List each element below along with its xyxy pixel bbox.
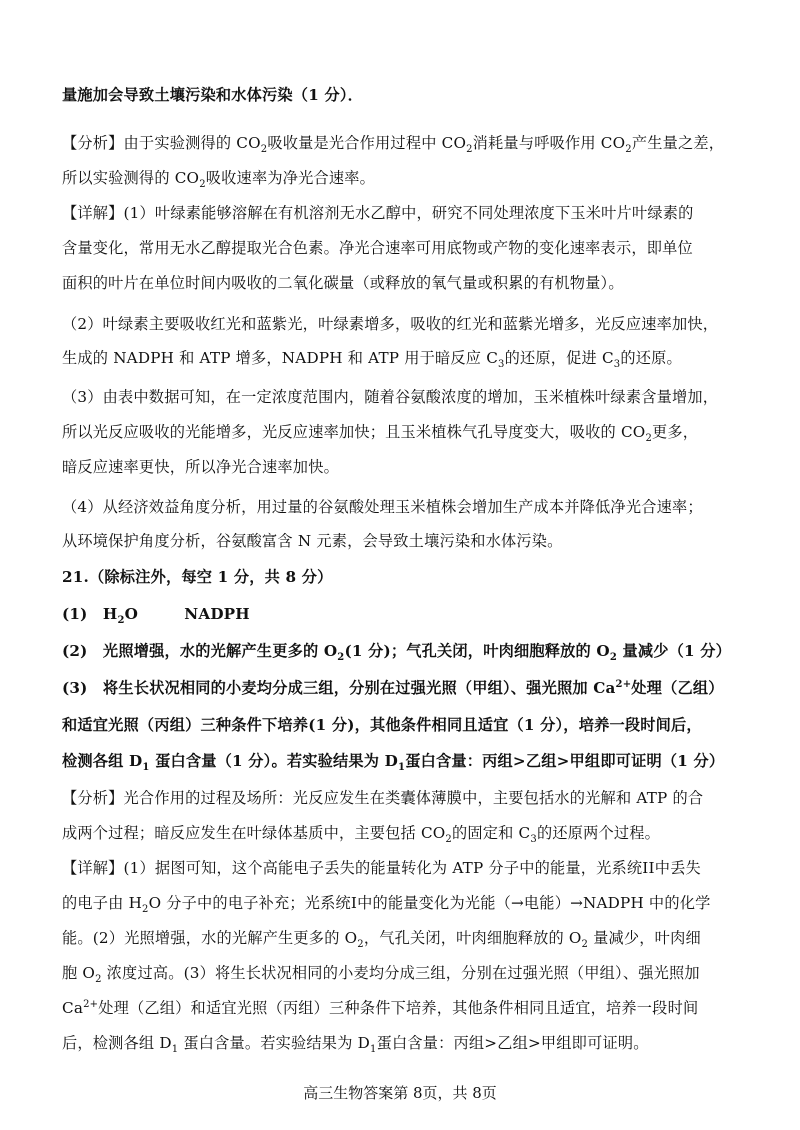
- text-line: [62, 893, 711, 916]
- text-run: 从环境保护角度分析，谷氨酸富含 N 元素，会导致土壤污染和水体污染。: [62, 532, 563, 550]
- text-run: 【详解】(1）叶绿素能够溶解在有机溶剂无水乙醇中，研究不同处理浓度下玉米叶片叶绿素的: [62, 204, 694, 222]
- text-line: [62, 963, 700, 986]
- text-run: (2) 光照增强，水的光解产生更多的 O: [62, 642, 338, 660]
- subscript: 2: [609, 652, 617, 664]
- text-run: 【分析】光合作用的过程及场所：光反应发生在类囊体薄膜中，主要包括水的光解和 ATP 的合: [62, 789, 704, 807]
- subscript: 2: [645, 433, 653, 445]
- text-line: [62, 788, 703, 808]
- text-run: 成两个过程；暗反应发生在叶绿体基质中，主要包括 CO: [62, 824, 446, 842]
- text-line: [62, 678, 724, 698]
- text-run: 消耗量与呼吸作用 CO: [472, 134, 626, 152]
- subscript: 1: [370, 1044, 377, 1056]
- text-line: [62, 531, 563, 551]
- subscript: 2: [142, 904, 149, 916]
- subscript: 2: [357, 939, 364, 951]
- text-run: 21.（除标注外，每空 1 分，共 8 分）: [62, 568, 333, 586]
- text-line: [62, 422, 699, 445]
- text-run: 的还原，促进 C: [504, 349, 614, 367]
- text-run: 量施加会导致土壤污染和水体污染（1 分）．: [62, 86, 364, 104]
- subscript: 1: [398, 762, 406, 774]
- text-line: [62, 273, 624, 293]
- text-run: 的固定和 C: [451, 824, 531, 842]
- subscript: 2: [260, 144, 268, 156]
- text-run: 的还原两个过程。: [536, 824, 661, 842]
- text-run: 所以光反应吸收的光能增多，光反应速率加快；且玉米植株气孔导度变大，吸收的 CO: [62, 423, 646, 441]
- text-run: 含量变化，常用无水乙醇提取光合色素。净光合速率可用底物或产物的变化速率表示，即单位: [62, 239, 693, 257]
- subscript: 2: [445, 834, 452, 846]
- text-line: [62, 348, 682, 371]
- superscript: 2+: [615, 678, 632, 690]
- text-run: 生成的 NADPH 和 ATP 增多，NADPH 和 ATP 用于暗反应 C: [62, 349, 499, 367]
- text-run: 产生量之差，: [631, 134, 725, 152]
- text-line: [62, 567, 333, 587]
- subscript: 2: [337, 652, 345, 664]
- text-line: [62, 497, 703, 517]
- text-run: 量减少，叶肉细: [588, 929, 701, 947]
- subscript: 2: [117, 615, 125, 627]
- text-line: [62, 203, 694, 223]
- text-line: [62, 387, 718, 407]
- text-run: O 分子中的电子补充；光系统I中的能量变化为光能（→电能）→NADPH 中的化学: [148, 894, 711, 912]
- subscript: 3: [530, 834, 537, 846]
- text-run: 吸收量是光合作用过程中 CO: [267, 134, 467, 152]
- text-run: 蛋白含量：丙组>乙组>甲组即可证明（1 分）: [405, 752, 725, 770]
- text-run: 暗反应速率更快，所以净光合速率加快。: [62, 458, 339, 476]
- superscript: 2+: [83, 998, 99, 1010]
- text-run: 更多，: [652, 423, 699, 441]
- text-line: [62, 928, 701, 951]
- text-run: 蛋白含量（1 分）。若实验结果为 D: [149, 752, 399, 770]
- text-run: 检测各组 D: [62, 752, 143, 770]
- text-run: 吸收速率为净光合速率。: [205, 169, 376, 187]
- text-line: [62, 998, 698, 1018]
- text-run: 和适宜光照（丙组）三种条件下培养(1 分)，其他条件相同且适宜（1 分），培养一段时间后，: [62, 716, 702, 734]
- subscript: 3: [613, 359, 621, 371]
- text-run: 胞 O: [62, 964, 96, 982]
- text-line: [62, 715, 702, 735]
- text-run: 【详解】(1）据图可知，这个高能电子丢失的能量转化为 ATP 分子中的能量，光系统II中丢失: [62, 859, 701, 877]
- subscript: 2: [199, 179, 206, 191]
- text-run: O NADPH: [124, 605, 250, 623]
- text-run: 后，检测各组 D: [62, 1034, 172, 1052]
- text-line: [62, 1033, 649, 1056]
- text-run: 面积的叶片在单位时间内吸收的二氧化碳量（或释放的氧气量或积累的有机物量）。: [62, 274, 624, 292]
- text-line: [62, 133, 725, 156]
- text-run: Ca: [62, 999, 84, 1017]
- text-run: 蛋白含量：丙组>乙组>甲组即可证明。: [376, 1034, 649, 1052]
- text-run: 处理（乙组）和适宜光照（丙组）三种条件下培养，其他条件相同且适宜，培养一段时间: [98, 999, 699, 1017]
- text-line: [62, 641, 732, 664]
- text-run: 量减少（1 分）: [617, 642, 732, 660]
- text-line: [62, 457, 339, 477]
- text-run: 能。(2）光照增强，水的光解产生更多的 O: [62, 929, 358, 947]
- text-line: [62, 85, 363, 105]
- subscript: 2: [95, 974, 102, 986]
- text-run: 的还原。: [620, 349, 682, 367]
- text-run: 【分析】由于实验测得的 CO: [62, 134, 261, 152]
- subscript: 3: [498, 359, 505, 371]
- text-line: [62, 314, 718, 334]
- text-run: ，气孔关闭，叶肉细胞释放的 O: [363, 929, 582, 947]
- page-footer: 高三生物答案第 8页，共 8页: [303, 1084, 497, 1102]
- subscript: 2: [466, 144, 473, 156]
- text-run: （2）叶绿素主要吸收红光和蓝紫光，叶绿素增多，吸收的红光和蓝紫光增多，光反应速率加快，: [62, 315, 719, 333]
- text-run: （3）由表中数据可知，在一定浓度范围内，随着谷氨酸浓度的增加，玉米植株叶绿素含量增加，: [62, 388, 719, 406]
- text-line: [62, 238, 693, 258]
- text-run: (1) H: [62, 605, 118, 623]
- text-run: 所以实验测得的 CO: [62, 169, 200, 187]
- subscript: 2: [625, 144, 632, 156]
- text-run: （4）从经济效益角度分析，用过量的谷氨酸处理玉米植株会增加生产成本并降低净光合速率；: [62, 498, 703, 516]
- text-line: [62, 858, 701, 878]
- text-line: [62, 823, 661, 846]
- subscript: 1: [142, 762, 150, 774]
- subscript: 1: [171, 1044, 179, 1056]
- text-line: [62, 604, 250, 627]
- text-run: 蛋白含量。若实验结果为 D: [178, 1034, 370, 1052]
- text-run: (1 分)；气孔关闭，叶肉细胞释放的 O: [344, 642, 610, 660]
- text-run: 的电子由 H: [62, 894, 143, 912]
- text-line: [62, 751, 725, 774]
- subscript: 2: [581, 939, 589, 951]
- text-line: [62, 168, 376, 191]
- text-run: (3) 将生长状况相同的小麦均分成三组，分别在过强光照（甲组）、强光照加 Ca: [62, 679, 616, 697]
- text-run: 处理（乙组）: [631, 679, 724, 697]
- text-run: 浓度过高。(3）将生长状况相同的小麦均分成三组，分别在过强光照（甲组）、强光照加: [101, 964, 700, 982]
